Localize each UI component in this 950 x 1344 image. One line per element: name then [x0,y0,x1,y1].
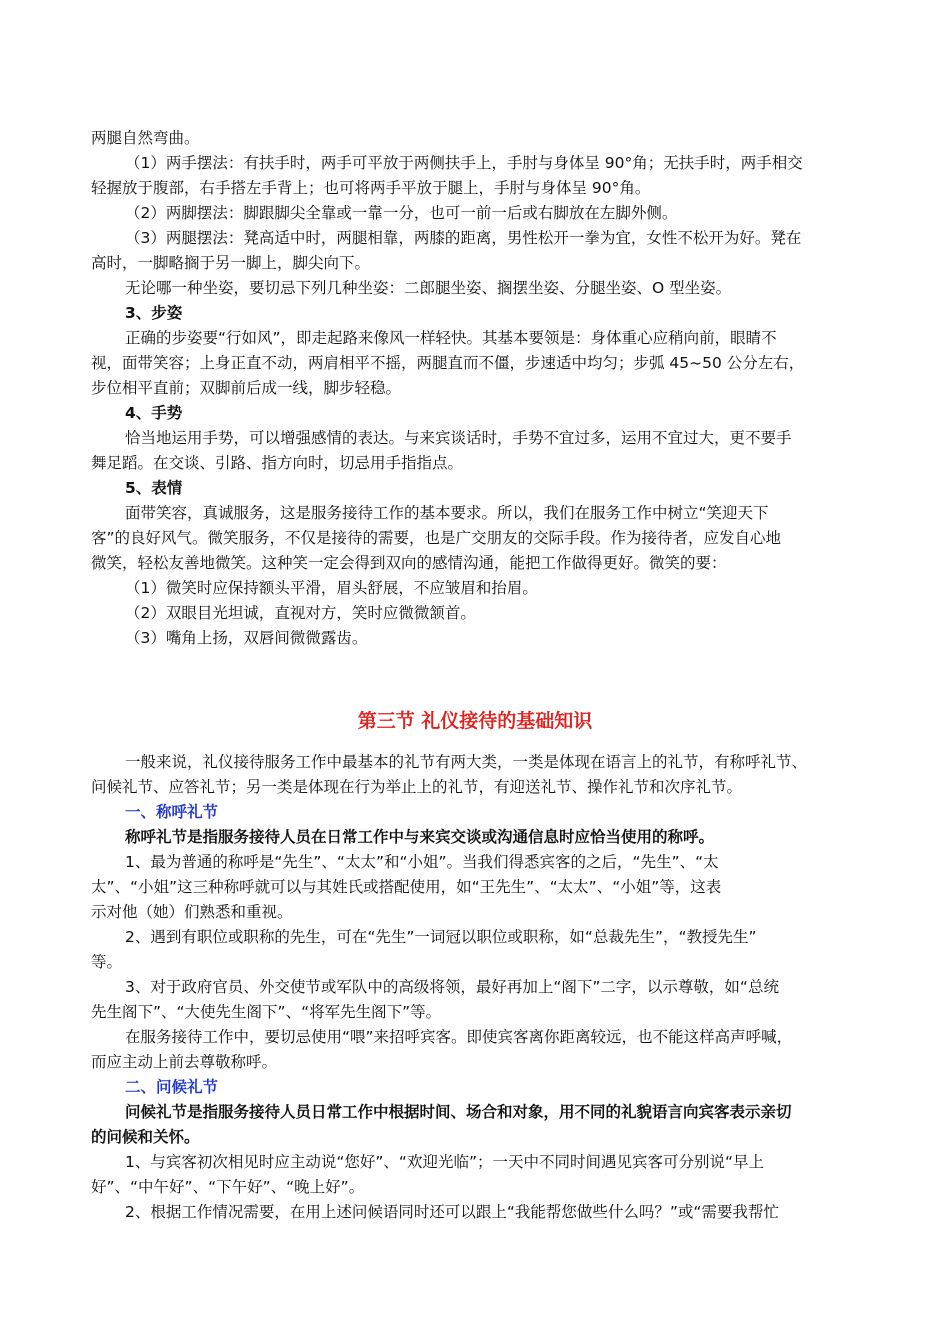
text-line: 在服务接待工作中，要切忌使用“喂”来招呼宾客。即使宾客离你距离较远，也不能这样高声呼喊， [125,1028,793,1046]
text-line: 一般来说，礼仪接待服务工作中最基本的礼节有两大类，一类是体现在语言上的礼节，有称呼礼节、 [125,753,808,771]
text-line: 1、最为普通的称呼是“先生”、“太太”和“小姐”。当我们得悉宾客的之后，“先生”、“太 [125,853,719,871]
section-heading: 4、手势 [125,404,183,422]
text-line: 2、遇到有职位或职称的先生，可在“先生”一词冠以职位或职称，如“总裁先生”，“教授先生” [125,928,757,946]
text-line: 舞足蹈。在交谈、引路、指方向时，切忌用手指指点。 [91,454,464,472]
bold-text-line: 称呼礼节是指服务接待人员在日常工作中与来宾交谈或沟通信息时应恰当使用的称呼。 [125,828,715,846]
text-line: 示对他（她）们熟悉和重视。 [91,903,293,921]
text-line: （2）双眼目光坦诚，直视对方，笑时应微微颔首。 [125,604,476,622]
text-line: 2、根据工作情况需要，在用上述问候语同时还可以跟上“我能帮您做些什么吗？”或“需要我帮忙 [125,1203,779,1221]
text-line: 等。 [91,953,123,971]
text-line: （3）两腿摆法：凳高适中时，两腿相靠，两膝的距离，男性松开一拳为宜，女性不松开为好。凳在 [125,229,802,247]
text-line: 太”、“小姐”这三种称呼就可以与其姓氏或搭配使用，如“王先生”、“太太”、“小姐”等，这表 [91,878,722,896]
bold-text-line: 问候礼节是指服务接待人员日常工作中根据时间、场合和对象，用不同的礼貌语言向宾客表示亲切 [125,1103,792,1121]
text-line: 问候礼节、应答礼节；另一类是体现在行为举止上的礼节，有迎送礼节、操作礼节和次序礼节。 [91,778,743,796]
text-line: 正确的步姿要“行如风”，即走起路来像风一样轻快。其基本要领是：身体重心应稍向前，眼睛不 [125,329,777,347]
text-line: （2）两脚摆法：脚跟脚尖全靠或一靠一分，也可一前一后或右脚放在左脚外侧。 [125,204,678,222]
text-line: （1）微笑时应保持额头平滑，眉头舒展，不应皱眉和抬眉。 [125,579,538,597]
bold-text-line: 的问候和关怀。 [91,1128,200,1146]
text-line: 恰当地运用手势，可以增强感情的表达。与来宾谈话时，手势不宜过多，运用不宜过大，更不要手 [125,429,792,447]
text-line: 无论哪一种坐姿，要切忌下列几种坐姿：二郎腿坐姿、搁摆坐姿、分腿坐姿、O 型坐姿。 [125,279,732,297]
text-line: 而应主动上前去尊敬称呼。 [91,1053,278,1071]
section-heading: 5、表情 [125,479,183,497]
text-line: 1、与宾客初次相见时应主动说“您好”、“欢迎光临”；一天中不同时间遇见宾客可分别说“早上 [125,1153,765,1171]
section-heading: 3、步姿 [125,304,183,322]
section-title: 第三节 礼仪接待的基础知识 [357,710,593,732]
text-line: 面带笑容，真诚服务，这是服务接待工作的基本要求。所以，我们在服务工作中树立“笑迎天下 [125,504,769,522]
text-line: 好”、“中午好”、“下午好”、“晚上好”。 [91,1178,365,1196]
subsection-heading: 二、问候礼节 [125,1078,219,1096]
text-line: 3、对于政府官员、外交使节或军队中的高级将领，最好再加上“阁下”二字，以示尊敬，如“总统 [125,978,779,996]
text-line: 客”的良好风气。微笑服务，不仅是接待的需要，也是广交朋友的交际手段。作为接待者，应发自心地 [91,529,782,547]
text-line: 步位相平直前；双脚前后成一线，脚步轻稳。 [91,379,402,397]
subsection-heading: 一、称呼礼节 [125,803,219,821]
text-line: 两腿自然弯曲。 [91,129,200,147]
text-line: 微笑，轻松友善地微笑。这种笑一定会得到双向的感情沟通，能把工作做得更好。微笑的要： [91,554,727,572]
text-line: （1）两手摆法：有扶手时，两手可平放于两侧扶手上，手肘与身体呈 90°角；无扶手时，两手相交 [125,154,803,172]
text-line: 高时，一脚略搁于另一脚上，脚尖向下。 [91,254,371,272]
text-line: 轻握放于腹部，右手搭左手背上；也可将两手平放于腿上，手肘与身体呈 90°角。 [91,179,651,197]
text-line: （3）嘴角上扬，双唇间微微露齿。 [125,629,368,647]
text-line: 先生阁下”、“大使先生阁下”、“将军先生阁下”等。 [91,1003,442,1021]
text-line: 视，面带笑容；上身正直不动，两肩相平不摇，两腿直而不僵，步速适中均匀；步弧 45~50 公分左右， [91,354,805,372]
